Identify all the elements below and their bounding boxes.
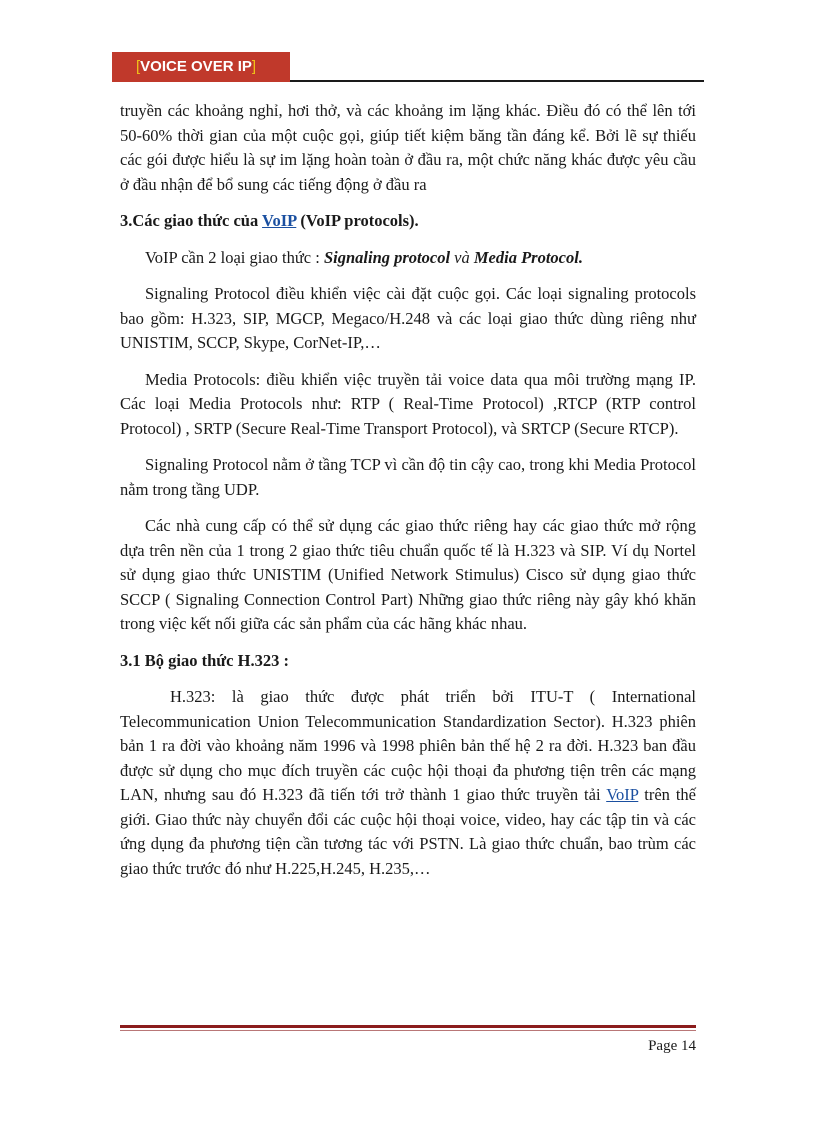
footer-rule-thick xyxy=(120,1025,696,1028)
paragraph-h323 xyxy=(120,685,696,881)
section-heading-3-suffix: (VoIP protocols). xyxy=(296,211,419,230)
header-bracket-open: [ xyxy=(136,58,141,75)
header-rule xyxy=(290,80,704,82)
protocol-types-conjunction: và xyxy=(450,247,474,267)
header-title: VOICE OVER IP xyxy=(140,58,252,75)
page-number: Page 14 xyxy=(648,1038,696,1054)
page-footer xyxy=(120,1025,696,1055)
paragraph-continuation: truyền các khoảng nghỉ, hơi thở, và các khoảng im lặng khác. Điều đó có thể lên tới 50-60% thời gian của một cuộc gọi, giúp tiết kiệm băng tần đáng kể. Bởi lẽ sự thiếu các gói được hiểu là sự im lặng hoàn toàn ở đầu ra, một chức năng khác được yêu cầu ở đầu nhận để bổ sung các tiếng động ở đầu ra xyxy=(120,101,696,194)
protocol-types-prefix: VoIP cần 2 loại giao thức : xyxy=(145,247,324,267)
footer-rule-thin xyxy=(120,1030,696,1031)
document-body xyxy=(120,99,696,881)
paragraph-signaling-protocol: Signaling Protocol điều khiển việc cài đặt cuộc gọi. Các loại signaling protocols bao gồm: H.323, SIP, MGCP, Megaco/H.248 và các loại giao thức dùng riêng như UNISTIM, SCCP, Skype, CorNet-IP,… xyxy=(120,284,696,352)
voip-link-inline[interactable]: VoIP xyxy=(606,785,639,804)
section-heading-3 xyxy=(120,209,696,234)
paragraph-protocol-types xyxy=(120,246,696,271)
header-bracket-close: ] xyxy=(251,58,257,75)
media-protocol-term: Media Protocol. xyxy=(473,247,583,267)
paragraph-vendor-protocols: Các nhà cung cấp có thể sử dụng các giao thức riêng hay các giao thức mở rộng dựa trên nền của 1 trong 2 giao thức tiêu chuẩn quốc tế là H.323 và SIP. Ví dụ Nortel sử dụng giao thức UNISTIM (Unified Network Stimulus) Cisco sử dụng giao thức SCCP ( Signaling Connection Control Part) Những giao thức riêng này gây khó khăn trong việc kết nối giữa các sản phẩm của các hãng khác nhau. xyxy=(120,516,696,633)
page-header xyxy=(112,52,704,82)
section-heading-3-1: 3.1 Bộ giao thức H.323 : xyxy=(120,650,289,670)
paragraph-media-protocols: Media Protocols: điều khiển việc truyền tải voice data qua môi trường mạng IP. Các loại Media Protocols như: RTP ( Real-Time Protocol) ,RTCP (RTP control Protocol) , SRTP (Secure Real-Time Transport Protocol), và SRTCP (Secure RTCP). xyxy=(120,369,696,438)
header-title-tab xyxy=(112,52,290,82)
voip-link[interactable]: VoIP xyxy=(262,211,297,230)
h323-text-prefix: H.323: là giao thức được phát triển bởi ITU-T ( International Telecommunication Union Telecommunication Standardization Sector). H.323 phiên bản 1 ra đời vào khoảng năm 1996 và 1998 phiên bản thế hệ 2 ra đời. H.323 ban đầu được sử dụng cho mục đích truyền các cuộc hội thoại đa phương tiện trên các mạng LAN, nhưng sau đó H.323 đã tiến tới trở thành 1 giao thức truyền tải xyxy=(120,687,696,804)
signaling-protocol-term: Signaling protocol xyxy=(323,247,451,267)
paragraph-protocol-layers: Signaling Protocol nằm ở tầng TCP vì cần độ tin cậy cao, trong khi Media Protocol nằm trong tầng UDP. xyxy=(120,455,696,499)
section-heading-3-prefix: 3.Các giao thức của xyxy=(120,211,263,230)
h323-text-suffix: trên thế giới. Giao thức này chuyển đổi các cuộc hội thoại voice, video, hay các tập tin và các ứng dụng đa phương tiện cần tương tác với PSTN. Là giao thức chuẩn, bao trùm các giao thức trước đó như H.225,H.245, H.235,… xyxy=(120,785,696,878)
